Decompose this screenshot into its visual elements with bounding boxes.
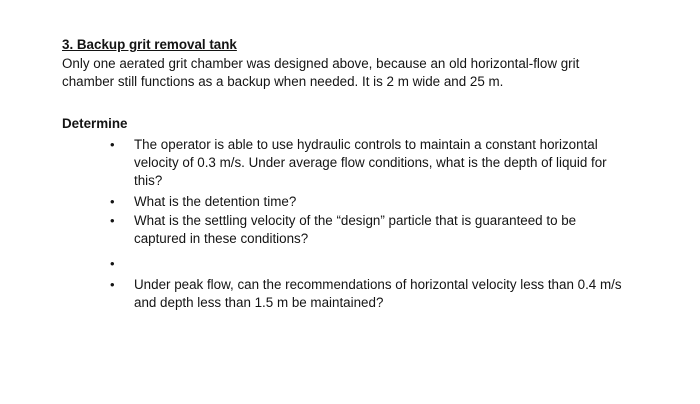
bullet-text	[134, 212, 680, 248]
bullet-line: this?	[134, 173, 163, 188]
bullet-line: The operator is able to use hydraulic controls to maintain a constant horizontal	[134, 137, 598, 152]
section-heading: 3. Backup grit removal tank	[62, 37, 237, 52]
bullet-line: velocity of 0.3 m/s. Under average flow conditions, what is the depth of liquid for	[134, 155, 607, 170]
bullet-line: captured in these conditions?	[134, 231, 309, 246]
bullet-line: What is the detention time?	[134, 194, 297, 209]
intro-line: chamber still functions as a backup when needed. It is 2 m wide and 25 m.	[62, 74, 504, 89]
bullet-dot-icon: •	[110, 277, 115, 292]
bullet-dot-icon: •	[110, 256, 115, 271]
bullet-line: What is the settling velocity of the “design” particle that is guaranteed to be	[134, 213, 577, 228]
determine-label: Determine	[62, 116, 128, 131]
bullet-dot-icon: •	[110, 137, 115, 152]
bullet-text	[134, 136, 680, 190]
bullet-line: and depth less than 1.5 m be maintained?	[134, 295, 384, 310]
bullet-dot-icon: •	[110, 194, 115, 209]
bullet-line: Under peak flow, can the recommendations of horizontal velocity less than 0.4 m/s	[134, 277, 622, 292]
bullet-text	[134, 193, 680, 211]
intro-line: Only one aerated grit chamber was designed above, because an old horizontal-flow grit	[62, 56, 580, 71]
bullet-text	[134, 276, 680, 312]
bullet-dot-icon: •	[110, 213, 115, 228]
